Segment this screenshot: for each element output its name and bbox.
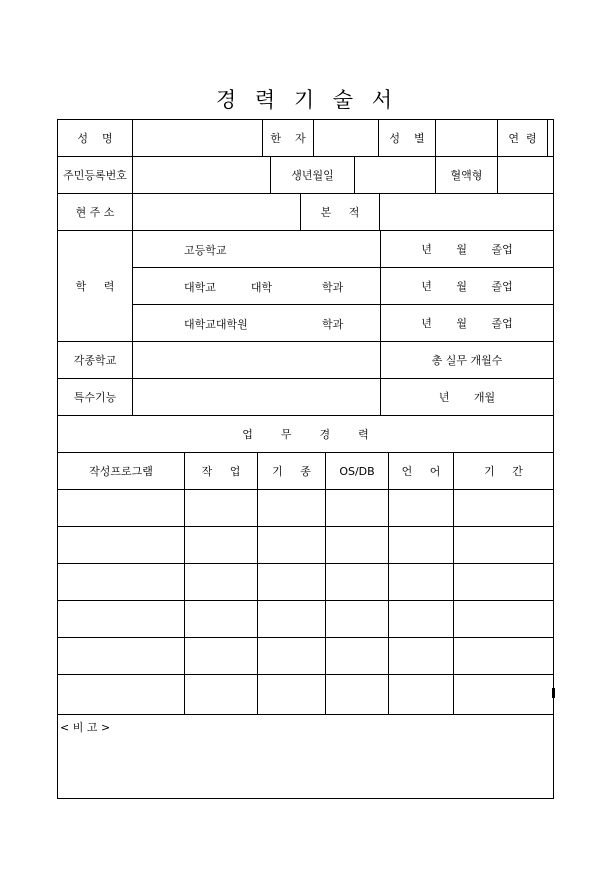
- career-cell[interactable]: [454, 638, 553, 675]
- rrn-field[interactable]: [133, 157, 271, 194]
- career-form: [57, 119, 554, 799]
- career-cell[interactable]: [185, 675, 258, 715]
- age-label: 연 령: [498, 120, 548, 157]
- edu-row-3-grad[interactable]: 년 월 졸업: [381, 305, 553, 342]
- col-language: 언 어: [389, 453, 454, 490]
- address-field[interactable]: [133, 194, 301, 231]
- career-cell[interactable]: [258, 638, 326, 675]
- career-cell[interactable]: [185, 601, 258, 638]
- total-exp-label: 총 실무 개월수: [381, 342, 553, 379]
- career-cell[interactable]: [58, 675, 185, 715]
- career-cell[interactable]: [258, 675, 326, 715]
- birth-field[interactable]: [355, 157, 436, 194]
- career-cell[interactable]: [389, 638, 454, 675]
- blood-label: 혈액형: [436, 157, 498, 194]
- hanja-label: 한 자: [263, 120, 314, 157]
- col-machine: 기 종: [258, 453, 326, 490]
- career-cell[interactable]: [326, 675, 389, 715]
- gender-label: 성 별: [379, 120, 436, 157]
- page-title: 경 력 기 술 서: [215, 88, 399, 112]
- edu-row-2-grad[interactable]: 년 월 졸업: [381, 268, 553, 305]
- address-label: 현 주 소: [58, 194, 133, 231]
- edu-row-3-school[interactable]: [133, 305, 381, 342]
- career-cell[interactable]: [258, 564, 326, 601]
- edu-major-text: 학과: [322, 318, 344, 331]
- career-cell[interactable]: [326, 638, 389, 675]
- career-cell[interactable]: [454, 564, 553, 601]
- career-cell[interactable]: [185, 490, 258, 527]
- career-cell[interactable]: [58, 601, 185, 638]
- rrn-label: 주민등록번호: [58, 157, 133, 194]
- career-cell[interactable]: [326, 527, 389, 564]
- blood-field[interactable]: [498, 157, 553, 194]
- career-cell[interactable]: [454, 527, 553, 564]
- col-program: 작성프로그램: [58, 453, 185, 490]
- career-cell[interactable]: [454, 675, 553, 715]
- edu-school-text: 대학교대학원: [184, 318, 248, 331]
- education-label: 학 력: [58, 231, 133, 342]
- career-cell[interactable]: [258, 490, 326, 527]
- origin-field[interactable]: [380, 194, 553, 231]
- career-cell[interactable]: [326, 564, 389, 601]
- origin-label: 본 적: [301, 194, 380, 231]
- career-cell[interactable]: [258, 527, 326, 564]
- skills-label: 특수기능: [58, 379, 133, 416]
- career-cell[interactable]: [58, 490, 185, 527]
- career-cell[interactable]: [258, 601, 326, 638]
- name-label: 성 명: [58, 120, 133, 157]
- edu-row-2-school[interactable]: [133, 268, 381, 305]
- schools-field[interactable]: [133, 342, 381, 379]
- remarks-label: < 비 고 >: [60, 721, 111, 734]
- edu-row-1-grad[interactable]: 년 월 졸업: [381, 231, 553, 268]
- career-cell[interactable]: [454, 601, 553, 638]
- career-cell[interactable]: [389, 490, 454, 527]
- career-cell[interactable]: [326, 490, 389, 527]
- career-cell[interactable]: [389, 527, 454, 564]
- career-cell[interactable]: [58, 527, 185, 564]
- skills-field[interactable]: [133, 379, 381, 416]
- career-cell[interactable]: [185, 564, 258, 601]
- edge-mark: [552, 688, 555, 698]
- months-field[interactable]: 년 개월: [381, 379, 553, 416]
- edu-row-1-school[interactable]: [133, 231, 381, 268]
- gender-field[interactable]: [436, 120, 498, 157]
- col-period: 기 간: [454, 453, 553, 490]
- career-cell[interactable]: [389, 601, 454, 638]
- career-cell[interactable]: [389, 564, 454, 601]
- schools-label: 각종학교: [58, 342, 133, 379]
- col-task: 작 업: [185, 453, 258, 490]
- career-cell[interactable]: [185, 638, 258, 675]
- career-cell[interactable]: [58, 638, 185, 675]
- career-cell[interactable]: [185, 527, 258, 564]
- edu-school-text: 고등학교: [184, 244, 227, 257]
- career-cell[interactable]: [326, 601, 389, 638]
- career-cell[interactable]: [58, 564, 185, 601]
- birth-label: 생년월일: [271, 157, 355, 194]
- name-field[interactable]: [133, 120, 263, 157]
- career-header: 업 무 경 력: [58, 416, 553, 453]
- col-osdb: OS/DB: [326, 453, 389, 490]
- career-cell[interactable]: [454, 490, 553, 527]
- hanja-field[interactable]: [314, 120, 379, 157]
- career-cell[interactable]: [389, 675, 454, 715]
- age-field[interactable]: [548, 120, 553, 157]
- edu-major-text: 학과: [322, 281, 344, 294]
- edu-school-text: 대학교 대학: [184, 281, 273, 294]
